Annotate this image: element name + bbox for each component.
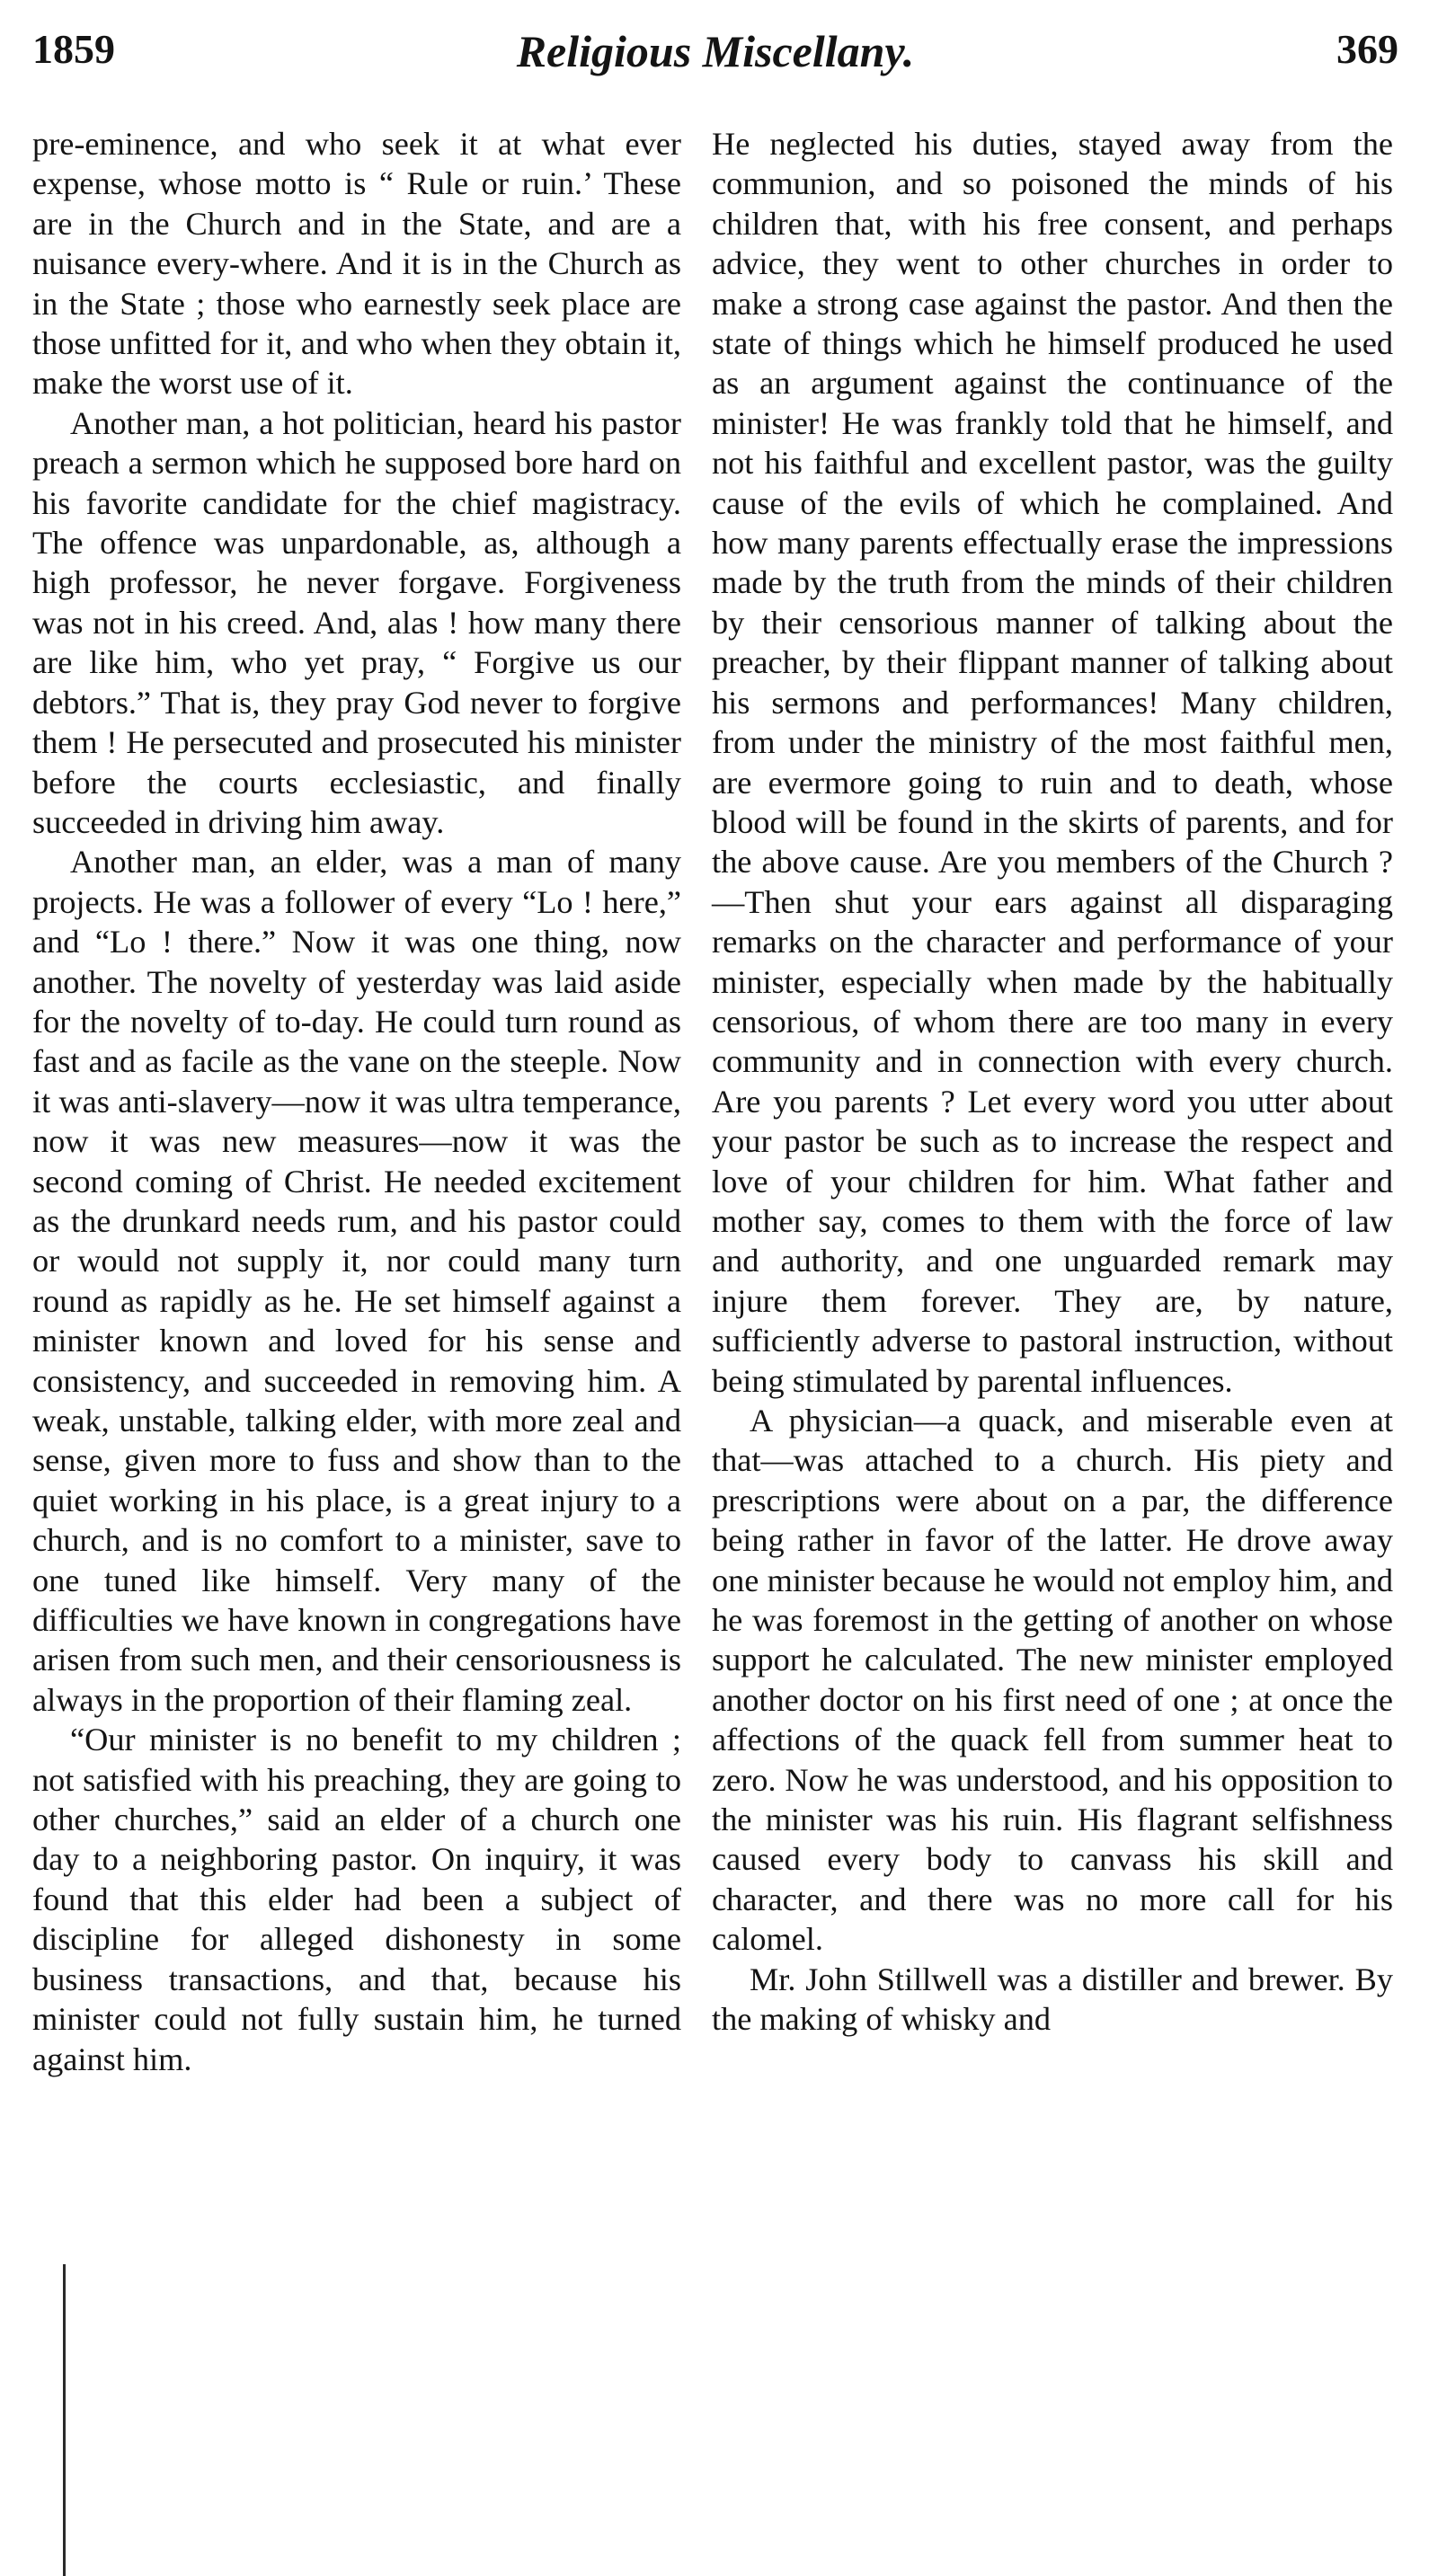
paragraph-left-4: “Our minister is no benefit to my children ; not satisfied with his preaching, they are going to other churches,” said an elder of a church one day to a neighboring pastor. On inquiry, it was found that this elder had been a subject of discipline for alleged dishonesty in some business transactions, and that, because his minister could not fully sustain him, he turned against him. (32, 1722, 681, 2077)
header-year: 1859 (32, 26, 115, 72)
paragraph-left-1: pre-eminence, and who seek it at what ever expense, whose motto is “ Rule or ruin.’ These are in the Church and in the State, and are a nuisance every-where. And it is in the Church as in the State ; those who earnestly seek place are those unfitted for it, and who when they obtain it, make the worst use of it. (32, 126, 681, 402)
page-number: 369 (1336, 26, 1398, 72)
page-header (32, 25, 1398, 83)
paragraph-right-3: Mr. John Stillwell was a distiller and brewer. By the making of whisky and (712, 1961, 1393, 2038)
paragraph-left-3: Another man, an elder, was a man of many projects. He was a follower of every “Lo ! here,” and “Lo ! there.” Now it was one thing, now another. The novelty of yesterday was laid aside for the novelty of to-day. He could turn round as fast and as facile as the vane on the steeple. Now it was anti-slavery—now it was ultra temperance, now it was new measures—now it was the second coming of Christ. He needed excitement as the drunkard needs rum, and his pastor could or would not supply it, nor could many turn round as rapidly as he. He set himself against a minister known and loved for his sense and consistency, and succeeded in removing him. A weak, unstable, talking elder, with more zeal and sense, given more to fuss and show than to the quiet working in his place, is a great injury to a church, and is no comfort to a minister, save to one tuned like himself. Very many of the difficulties we have known in congregations have arisen from such men, and their censoriousness is always in the proportion of their flaming zeal. (32, 844, 681, 1718)
right-column (712, 124, 1393, 2040)
paragraph-right-2: A physician—a quack, and miserable even at that—was attached to a church. His piety and prescriptions were about on a par, the difference being rather in favor of the latter. He drove away one minister because he would not employ him, and he was foremost in the getting of another on whose support he calculated. The new minister employed another doctor on his first need of one ; at once the affections of the quack fell from summer heat to zero. Now he was understood, and his opposition to the minister was his ruin. His flagrant selfishness caused every body to canvass his skill and character, and there was no more call for his calomel. (712, 1403, 1393, 1958)
running-title: Religious Miscellany. (516, 26, 915, 76)
margin-rule (63, 2264, 66, 2576)
paragraph-left-2: Another man, a hot politician, heard his pastor preach a sermon which he supposed bore hard on his favorite candidate for the chief magistracy. The offence was unpardonable, as, although a high professor, he never forgave. Forgiveness was not in his creed. And, alas ! how many there are like him, who yet pray, “ Forgive us our debtors.” That is, they pray God never to forgive them ! He persecuted and prosecuted his minister before the courts ecclesiastic, and finally succeeded in driving him away. (32, 404, 681, 840)
left-column (32, 124, 681, 2079)
paragraph-right-1: He neglected his duties, stayed away from the communion, and so poisoned the minds of his children that, with his free consent, and perhaps advice, they went to other churches in order to make a strong case against the pastor. And then the state of things which he himself produced he used as an argument against the continuance of the minister! He was frankly told that he himself, and not his faithful and excellent pastor, was the guilty cause of the evils of which he complained. And how many parents effectually erase the impressions made by the truth from the minds of their children by their censorious manner of talking about the preacher, by their flippant manner of talking about his sermons and performances! Many children, from under the ministry of the most faithful men, are evermore going to ruin and to death, whose blood will be found in the skirts of parents, and for the above cause. Are you members of the Church ?—Then shut your ears against all disparaging remarks on the character and performance of your minister, especially when made by the habitually censorious, of whom there are too many in every community and in connection with every church. Are you parents ? Let every word you utter about your pastor be such as to increase the respect and love of your children for him. What father and mother say, comes to them with the force of law and authority, and one unguarded remark may injure them forever. They are, by nature, sufficiently adverse to pastoral instruction, without being stimulated by parental influences. (712, 126, 1393, 1399)
